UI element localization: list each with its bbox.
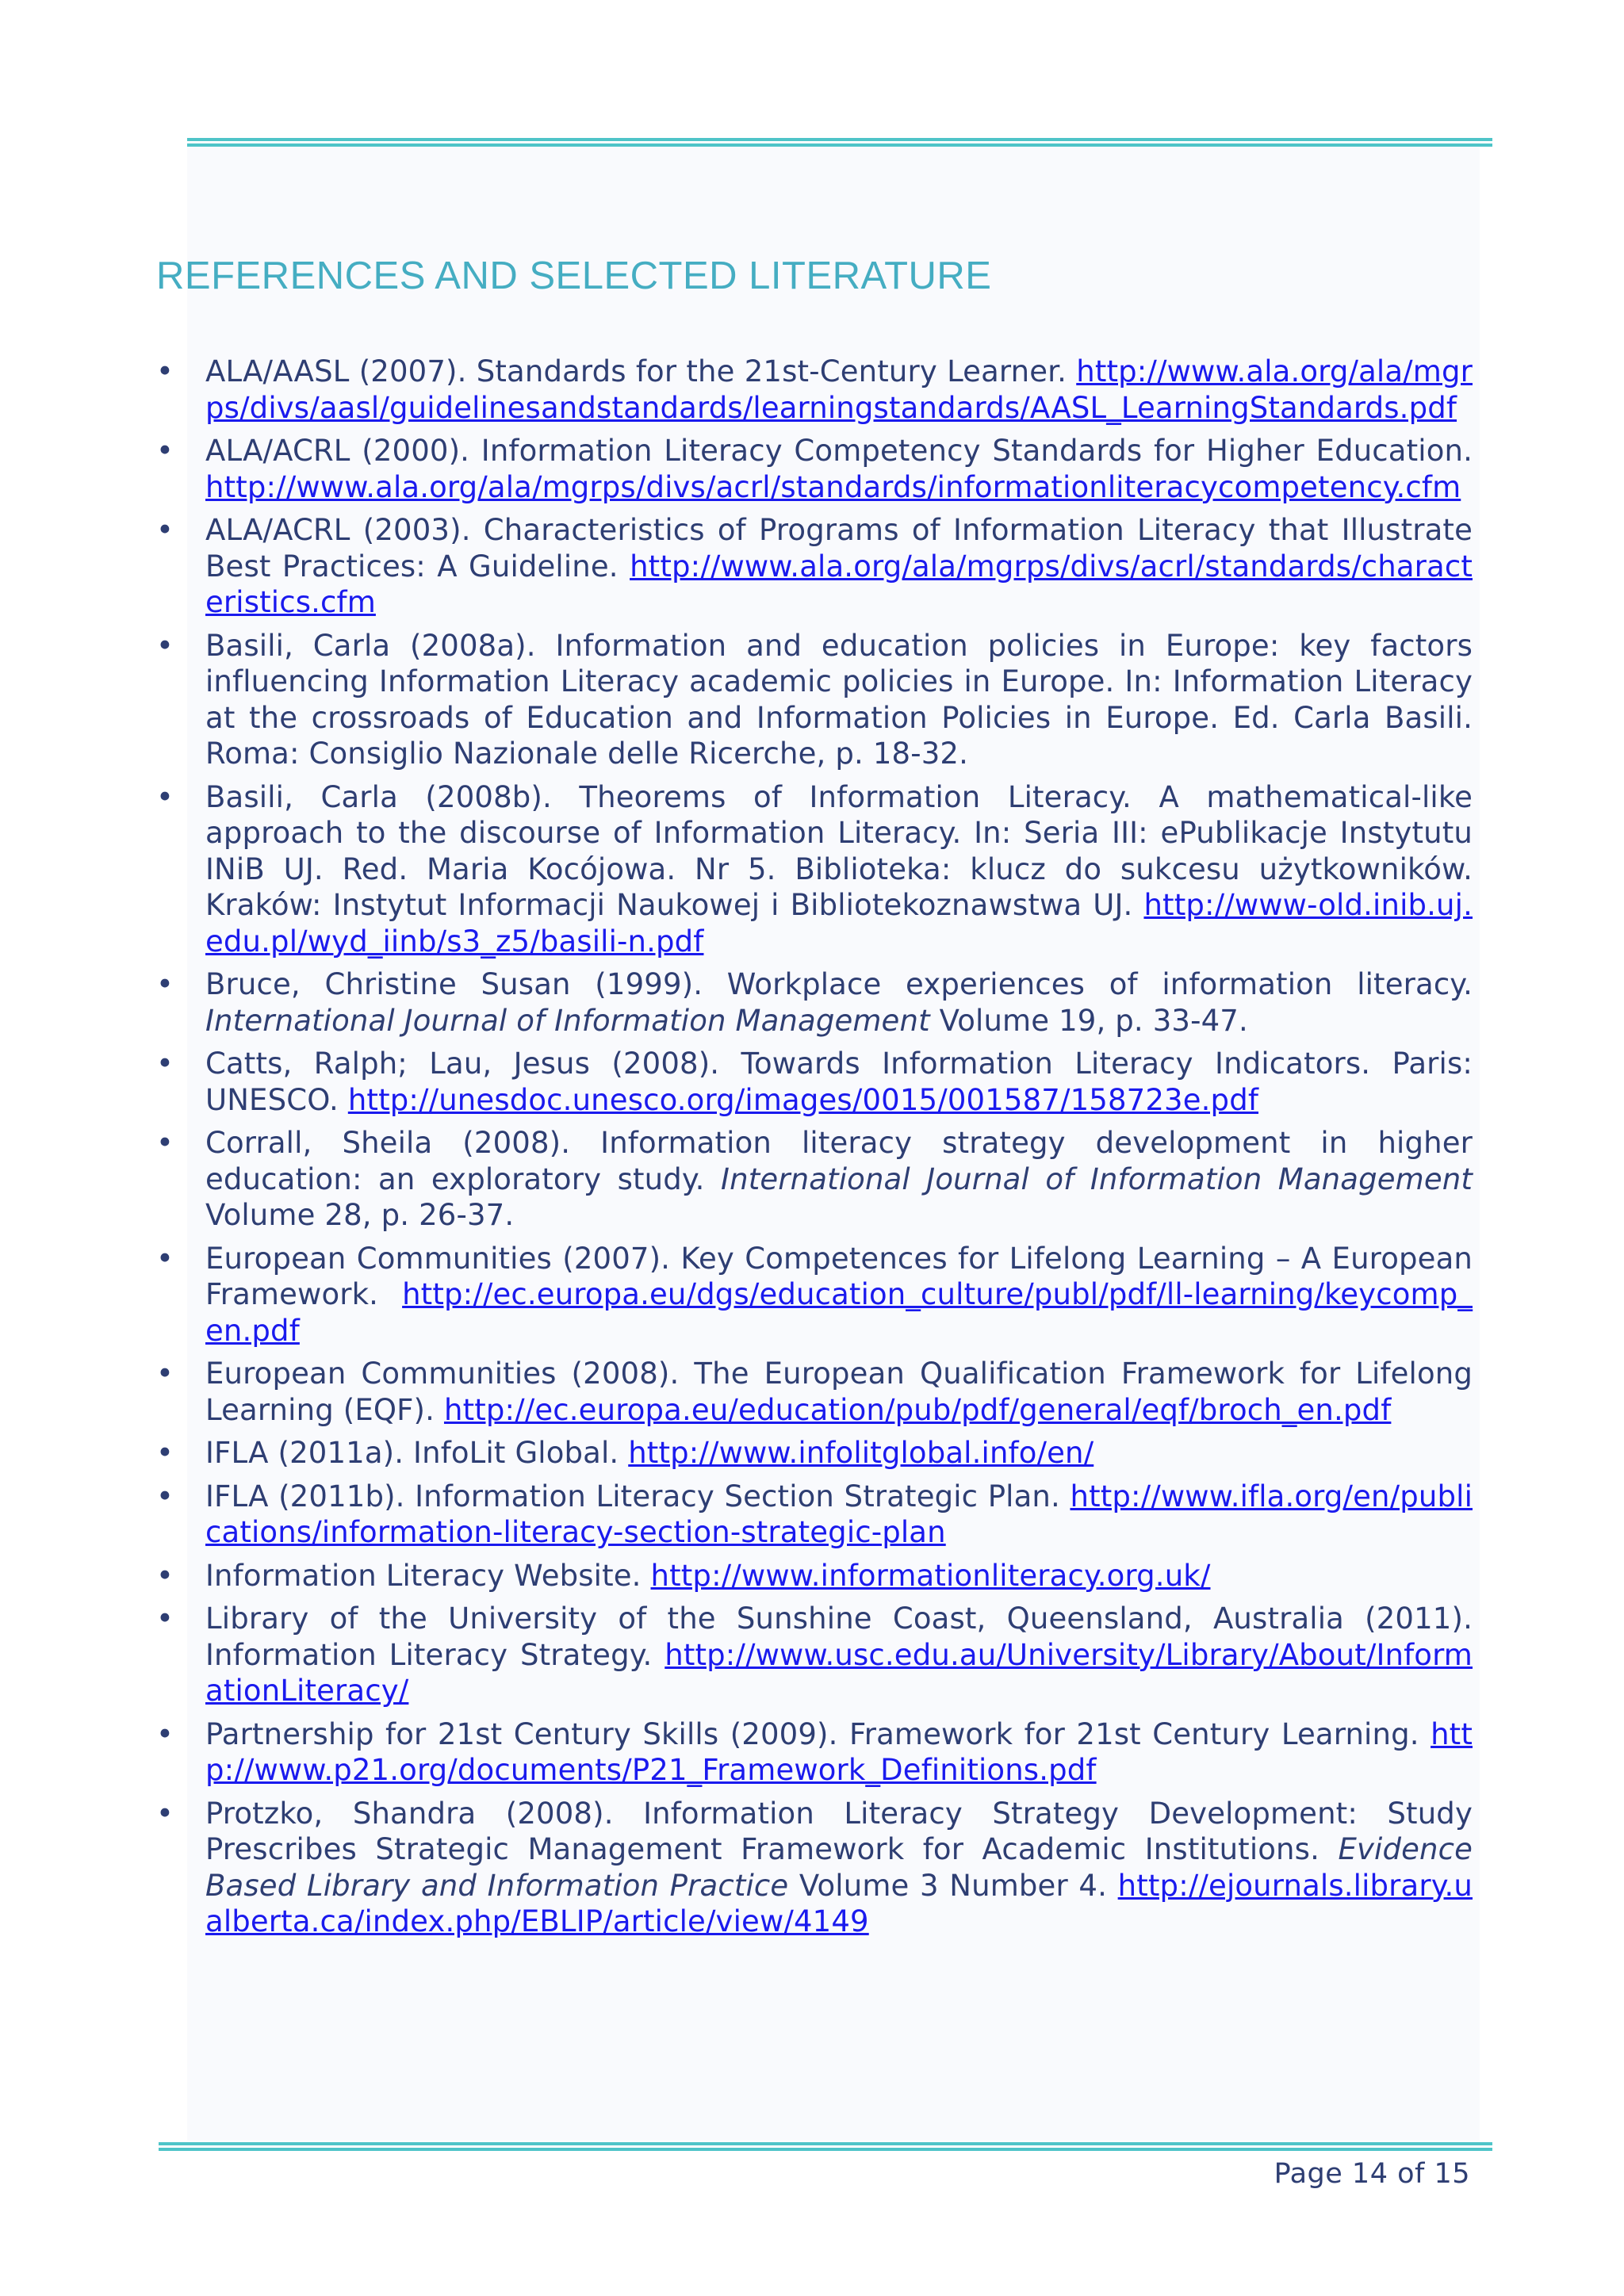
reference-item [156, 1558, 1473, 1594]
bullet-icon: • [156, 1126, 174, 1160]
reference-item [156, 1435, 1473, 1471]
bullet-icon: • [156, 1558, 174, 1593]
reference-link[interactable]: http://www.infolitglobal.info/en/ [628, 1436, 1094, 1470]
bullet-icon: • [156, 967, 174, 1001]
reference-item [156, 1479, 1473, 1551]
bullet-icon: • [156, 1601, 174, 1636]
reference-text: European Communities (2008). The European Qualification Framework for Lifelong Learning (EQF). [205, 1357, 1473, 1427]
reference-text: ALA/AASL (2007). Standards for the 21st-Century Learner. [205, 354, 1077, 388]
reference-text: IFLA (2011a). InfoLit Global. [205, 1436, 629, 1470]
reference-text: Protzko, Shandra (2008). Information Literacy Strategy Development: Study Prescribes Strategic Management Framework for Academic Institutions. [205, 1796, 1473, 1866]
reference-link[interactable]: http://www.ala.org/ala/mgrps/divs/acrl/standards/informationliteracycompetency.cfm [205, 469, 1461, 504]
reference-text: Corrall, Sheila (2008). Information literacy strategy development in higher education: an exploratory study. [205, 1126, 1473, 1196]
bullet-icon: • [156, 1241, 174, 1276]
bullet-icon: • [156, 1047, 174, 1081]
footer-rule [159, 2142, 1492, 2153]
bullet-icon: • [156, 354, 174, 388]
bullet-icon: • [156, 1796, 174, 1831]
reference-journal: International Journal of Information Management [205, 1003, 930, 1038]
reference-item [156, 433, 1473, 505]
reference-journal: International Journal of Information Management [721, 1161, 1473, 1196]
reference-item [156, 1356, 1473, 1428]
reference-item [156, 1125, 1473, 1234]
reference-list [156, 354, 1473, 1947]
reference-item [156, 354, 1473, 426]
reference-item [156, 779, 1473, 960]
reference-link[interactable]: http://www.usc.edu.au/University/Library/About/InformationLiteracy/ [205, 1637, 1473, 1708]
reference-text: European Communities (2007). Key Competences for Lifelong Learning – A European Framework. [205, 1241, 1473, 1311]
reference-item [156, 966, 1473, 1039]
reference-link[interactable]: http://www.ala.org/ala/mgrps/divs/acrl/standards/characteristics.cfm [205, 549, 1473, 619]
reference-item [156, 1046, 1473, 1118]
reference-text: Catts, Ralph; Lau, Jesus (2008). Towards Information Literacy Indicators. Paris: UNESCO. [205, 1047, 1473, 1117]
reference-link[interactable]: http://unesdoc.unesco.org/images/0015/001587/158723e.pdf [347, 1082, 1259, 1117]
bullet-icon: • [156, 1436, 174, 1470]
reference-item [156, 1716, 1473, 1789]
reference-link[interactable]: http://www.informationliteracy.org.uk/ [650, 1558, 1211, 1593]
bullet-icon: • [156, 1357, 174, 1391]
reference-link[interactable]: http://www-old.inib.uj.edu.pl/wyd_iinb/s3_z5/basili-n.pdf [205, 888, 1473, 959]
reference-item [156, 1241, 1473, 1349]
reference-link[interactable]: http://www.p21.org/documents/P21_Framework_Definitions.pdf [205, 1716, 1473, 1787]
bullet-icon: • [156, 513, 174, 547]
reference-link[interactable]: http://www.ala.org/ala/mgrps/divs/aasl/guidelinesandstandards/learningstandards/AASL_LearningStandards.pdf [205, 354, 1473, 425]
reference-link[interactable]: http://ec.europa.eu/dgs/education_culture/publ/pdf/ll-learning/keycomp_en.pdf [205, 1277, 1473, 1348]
reference-item [156, 1601, 1473, 1709]
page-number: Page 14 of 15 [1274, 2158, 1470, 2190]
bullet-icon: • [156, 779, 174, 814]
reference-text: Basili, Carla (2008b). Theorems of Information Literacy. A mathematical-like approach to the discourse of Information Literacy. In: Seria III: ePublikacje Instytutu INiB UJ. Red. Maria Kocójowa. Nr 5. Biblioteka: klucz do sukcesu użytkowników. Kraków: Instytut Informacji Naukowej i Bibliotekoznawstwa UJ. [205, 779, 1473, 922]
reference-item [156, 512, 1473, 621]
reference-link[interactable]: http://ejournals.library.ualberta.ca/index.php/EBLIP/article/view/4149 [205, 1868, 1473, 1938]
reference-text-after: Volume 19, p. 33-47. [929, 1003, 1248, 1038]
page-title: REFERENCES AND SELECTED LITERATURE [156, 254, 992, 297]
bullet-icon: • [156, 628, 174, 663]
reference-item [156, 628, 1473, 772]
bullet-icon: • [156, 1716, 174, 1751]
reference-text: ALA/ACRL (2000). Information Literacy Competency Standards for Higher Education. [205, 434, 1473, 468]
header-rule [187, 138, 1492, 149]
reference-link[interactable]: http://ec.europa.eu/education/pub/pdf/general/eqf/broch_en.pdf [443, 1392, 1392, 1427]
reference-text-after: Volume 3 Number 4. [788, 1868, 1118, 1903]
reference-text: Library of the University of the Sunshine Coast, Queensland, Australia (2011). Information Literacy Strategy. [205, 1601, 1473, 1672]
reference-text: Basili, Carla (2008a). Information and education policies in Europe: key factors influencing Information Literacy academic policies in Europe. In: Information Literacy at the crossroads of Education and Information Policies in Europe. Ed. Carla Basili. Roma: Consiglio Nazionale delle Ricerche, p. 18-32. [205, 628, 1473, 771]
reference-journal: Evidence Based Library and Information Practice [205, 1832, 1473, 1903]
reference-text-after: Volume 28, p. 26-37. [205, 1198, 515, 1232]
reference-text: Information Literacy Website. [205, 1558, 651, 1593]
reference-text: Partnership for 21st Century Skills (2009). Framework for 21st Century Learning. [205, 1716, 1431, 1751]
reference-text: ALA/ACRL (2003). Characteristics of Programs of Information Literacy that Illustrate Best Practices: A Guideline. [205, 513, 1473, 584]
reference-text: IFLA (2011b). Information Literacy Section Strategic Plan. [205, 1479, 1071, 1513]
bullet-icon: • [156, 434, 174, 468]
reference-item [156, 1796, 1473, 1940]
reference-text: Bruce, Christine Susan (1999). Workplace experiences of information literacy. [205, 967, 1473, 1001]
reference-link[interactable]: http://www.ifla.org/en/publications/information-literacy-section-strategic-plan [205, 1479, 1473, 1549]
bullet-icon: • [156, 1479, 174, 1513]
